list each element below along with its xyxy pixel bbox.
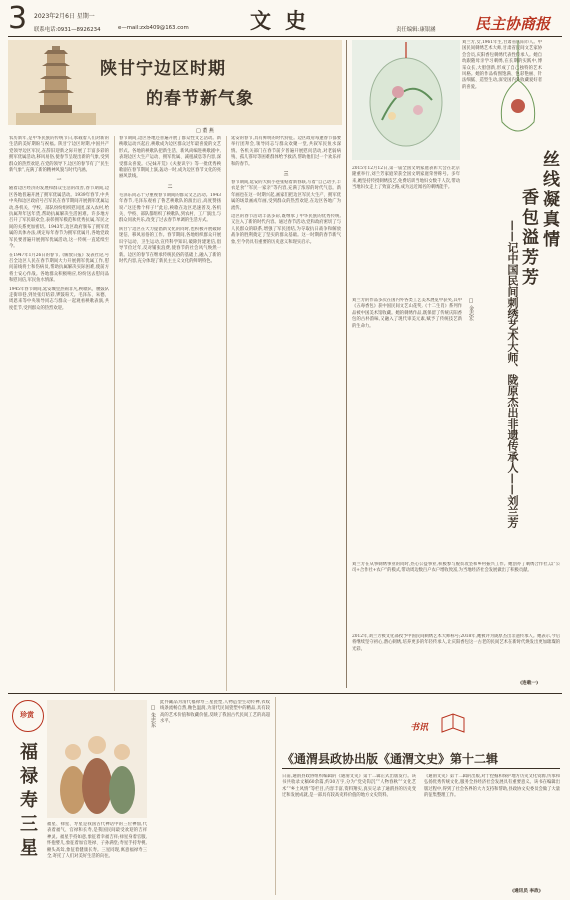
bottom-left-body-col2 — [160, 700, 270, 894]
issue-date: 2023年2月6日 星期一 — [34, 13, 95, 20]
article-banner — [8, 40, 342, 125]
right-continued: (连载一) — [520, 681, 539, 686]
bottom-left-title: 福禄寿三星 — [17, 742, 38, 862]
three-stars-illustration — [47, 700, 147, 818]
right-body-1 — [462, 40, 542, 148]
book-news-body-2-text: 《通渭文史》第十二辑的出版,对于挖掘和保护地方历史文化资源,传承和弘扬优秀传统文化,服务全县经济社会发展具有重要意义。该书在编辑出版过程中,得到了社会各界的大力支持和帮助,县政协文史委员会做了大量的征集整理工作。 — [424, 774, 560, 799]
main-col2-p3: 陕甘宁边区在大力提倡新文化的同时,也积极开展破除迷信、移风易俗的工作。春节期间,各地组织群众开展识字运动、卫生运动,宣传科学知识,破除封建迷信,倡导节俭过年,反对铺张浪费,使春节的社会风气焕然一新。边区的春节在继承传统民俗的基础上,融入了新的时代内容,充分体现了新民主主义文化的鲜明特色。 — [119, 226, 221, 264]
embroidery-photo — [352, 40, 460, 160]
right-author: □ 金志宏 — [468, 298, 474, 321]
article-title-line2: 的春节新气象 — [146, 89, 254, 109]
right-title-b: 香包溢芳芳 — [518, 188, 538, 288]
embroidery-illustration — [352, 40, 460, 160]
main-col2-p1: 春节期间,边区各地还普遍开展了群众性文艺活动。新秧歌运动兴起后,秧歌成为边区群众过年最喜爱的文艺形式。各地的秧歌队把新生活、新风尚编进秧歌剧中,表现边区大生产运动、拥军优属、减租减息等内容,深受群众喜爱。《兄妹开荒》《夫妻识字》等一批优秀秧歌剧在春节期间上演,轰动一时,成为边区春节文化的亮丽风景线。 — [119, 136, 221, 180]
header-rule — [8, 36, 562, 37]
main-col1-p2: 随着边区经济的发展和群众生活的改善,春节期间,边区各地普遍开展了拥军优属活动。1939年春节,中共中央和边区政府号召军民在春节期间开展拥军优属运动,各机关、学校、部队纷纷组织慰问团,深入农村,给抗属拜年送年货,帮助抗属解决生活困难。许多地方召开了军民联欢会,表彰拥军模范和优秀抗属,军民之间的关系更加密切。1943年,边区政府颁布了拥军优属的具体办法,规定每年春节为拥军优属月,各地党政军民要普遍开展拥军优属活动,这一传统一直延续至今。 — [9, 186, 109, 250]
book-news-body-col2 — [424, 774, 560, 886]
right-subtitle: ——记中国民间刺绣艺术大师、陇原杰出非遗传承人——刘兰芳 — [506, 220, 519, 528]
main-col2 — [119, 136, 221, 691]
bottom-left-body — [47, 822, 147, 894]
book-news-body-col1 — [282, 774, 416, 894]
bottom-left-author: □ 朱忠东 — [150, 705, 156, 728]
right-body-3 — [352, 298, 462, 560]
newspaper-logo: 民主协商报 — [475, 15, 551, 33]
bottom-left-body-2-text: 此件藏品为清代福禄寿三星瓷塑,人物造型生动传神,衣纹线条流畅自然,釉色温润,为清代民间瓷塑中的精品,具有较高的艺术价值和收藏价值,反映了我国古代民间工艺的高超水平。 — [160, 700, 270, 725]
bottom-section-rule — [8, 693, 562, 694]
main-col1-p1: 农历新年,是中华民族的传统节日,承载着人们对新的生活的美好期盼与祝福。陕甘宁边区时期,中国共产党领导边区军民,在辞旧迎新之际开展了丰富多彩的拥军优属活动,移风易俗,使春节呈现出新的气象,受到群众的热烈欢迎,在党的领导下,边区的春节有了“民生新气象”,充满了新的精神风貌与时代内涵。 — [9, 136, 109, 174]
book-news-body-text: 日前,通渭县政协组织编辑的《通渭文史》第十二辑正式出版发行。该书共收录文稿60余篇,约30万字,分为“党史钩沉”“人物春秋”“文化艺术”“乡土风情”等栏目,内容丰富,资料翔实,真实记录了通渭县的历史变迁和发展成就,是一部具有较高史料价值的地方文史资料。 — [282, 774, 416, 799]
right-body-4-text: 刘兰芳在从事刺绣事业的同时,热心公益事业,积极参与脱贫攻坚和乡村振兴工作。她创办了刺绣合作社,以“公司+合作社+农户”的模式,带动周边数百户农户增收致富,为当地经济社会发展做出了积极贡献。 — [352, 562, 560, 574]
book-news-credit: (通讯员 李政) — [512, 889, 541, 894]
book-news-title: 《通渭县政协出版《通渭文史》第十二辑 — [282, 752, 499, 766]
book-news-tag: 书讯 — [410, 723, 429, 733]
main-col3-p2: 春节期间,延安的大街小巷张贴着新春联,写着“自己动手,丰衣足食”“军民一家亲”等内容,充满了浓厚的时代气息。新年画也在这一时期兴起,画家们把边区军民大生产、拥军优属的场景画成年画,受到群众的热烈欢迎,在边区各地广为流传。 — [231, 180, 341, 211]
bottom-divider — [275, 697, 276, 895]
main-subhead-1: 一 — [56, 178, 62, 184]
main-col2-p2: 毛泽东同志十分重视春节期间的群众文艺活动。1943年春节,毛泽东观看了鲁艺秧歌队的演出后,高度赞扬说:“这还像个样子!”此后,秧歌在边区迅速普及,各机关、学校、部队都组织了秧歌队,到农村、工厂演出,与群众同欢共乐,改变了过去春节单调的生活方式。 — [119, 192, 221, 224]
book-news-title-underline — [282, 768, 560, 769]
treasure-tag-label: 珍赏 — [20, 710, 34, 719]
right-body-4 — [352, 562, 560, 632]
main-col-divider-2 — [226, 136, 227, 691]
right-body-3-text: 刘兰芳的作品多次在国内外各类工艺美术展览中获奖,其中《五毒香包》获中国民间文艺山花奖,《十二生肖》系列作品被中国美术馆收藏。她的刺绣作品,既保留了传统庆阳香包的古朴韵味,又融入了现代审美元素,赋予了传统技艺新的生命力。 — [352, 298, 462, 329]
half-divider — [346, 40, 347, 688]
page-number: 3 — [8, 1, 28, 36]
three-stars-photo — [47, 700, 147, 818]
main-col1 — [9, 136, 109, 691]
right-body-2-text: 2015年12月12日,第一届全国文明家庭表彰大会在北京隆重举行,刘兰芳家庭荣获全国文明家庭荣誉称号。多年来,她坚持传授刺绣技艺,免费培训当地妇女数千人次,带动当地妇女走上了致富之路,成为远近闻名的刺绣能手。 — [352, 166, 460, 191]
contact-email: e—mail:zxb409@163.com — [118, 25, 189, 31]
pagoda-illustration — [16, 40, 96, 125]
bottom-left-body-text: 福星、禄星、寿星是我国古代神话中的三位神仙,代表着福气、官禄和长寿,是我国民间最受欢迎的吉祥神灵。福星手持如意,象征着幸福吉祥;禄星身着官服,怀抱婴儿,象征着加官进禄、子孙满堂;寿星手持寿桃,额头高耸,象征着健康长寿。三星同现,寓意福禄寿三全,寄托了人们对美好生活的向往。 — [47, 822, 147, 860]
main-col1-p4: 1945年春节期间,延安城里热闹非凡,秧歌队、腰鼓队走街串巷,到处张灯结彩,锣鼓喧天。毛泽东、朱德、周恩来等中央领导同志与群众一起观看秧歌表演,共度佳节,受到群众的热烈欢迎。 — [9, 286, 109, 311]
editor-credit: 责任编辑:康银涵 — [396, 27, 436, 33]
main-subhead-2: 二 — [167, 184, 173, 190]
right-body-1-text: 刘兰芳,女,1961年生,甘肃省庆阳市人。中国民间刺绣艺术大师,甘肃省民间文艺家协会会员,庆阳香包刺绣代表性传承人。她自幼跟随母亲学习刺绣,在长期的实践中,博采众长,大胆创新,形成了自己独特的艺术风格。她的作品构图饱满、色彩艳丽、针法细腻、造型生动,深受国内外收藏爱好者的喜爱。 — [462, 40, 542, 90]
book-news-icon — [440, 712, 466, 734]
contact-phone: 联系电话:0931—8926234 — [34, 27, 101, 33]
main-col3 — [231, 136, 341, 691]
main-col1-p3: 在1947年1月26日的春节,《解放日报》发表社论,号召全边区人民在春节期间大力开展拥军优属工作,慰问前线将士和伤病员,帮助抗属解决实际困难,使前方将士安心作战。各地群众积极响应,纷纷送去慰问品和慰问信,军民鱼水情深。 — [9, 252, 109, 284]
right-body-2 — [352, 166, 460, 294]
main-col3-p3: 边区的春节活动丰富多彩,既继承了中华民族的优秀传统,又注入了新的时代内容。通过春节活动,党和政府密切了与人民群众的联系,增强了军民团结,为夺取抗日战争和解放战争的胜利奠定了坚实的群众基础。这一时期的春节新气象,至今仍具有重要的历史意义和现实启示。 — [231, 214, 341, 245]
right-body-5-text: 2012年,刘兰芳被文化部授予中国民间刺绣艺术大师称号;2018年,她被评为陇原杰出非遗传承人。她表示,今后将继续坚守初心,潜心刺绣,培养更多的年轻传承人,让庆阳香包这一古老的民间艺术在新时代焕发出更加璀璨的光彩。 — [352, 634, 560, 652]
main-subhead-3: 三 — [283, 172, 289, 178]
article-author: □ 董 燕 — [196, 128, 214, 134]
section-title: 文史 — [250, 8, 320, 33]
right-body-5 — [352, 634, 560, 678]
right-title-a: 丝线凝真情 — [539, 150, 559, 250]
main-col-divider-1 — [114, 136, 115, 691]
article-title-line1: 陕甘宁边区时期 — [100, 59, 226, 79]
main-col3-p1: 延安的春节,具有鲜明的时代特征。边区政府每逢春节都要举行团拜会,领导同志与群众欢聚一堂,共叙军民鱼水深情。各机关部门在春节前夕普遍开展慰问活动,对老弱病残、孤儿寡母等困难群体给予救济,帮助他们过一个欢乐祥和的春节。 — [231, 136, 341, 167]
